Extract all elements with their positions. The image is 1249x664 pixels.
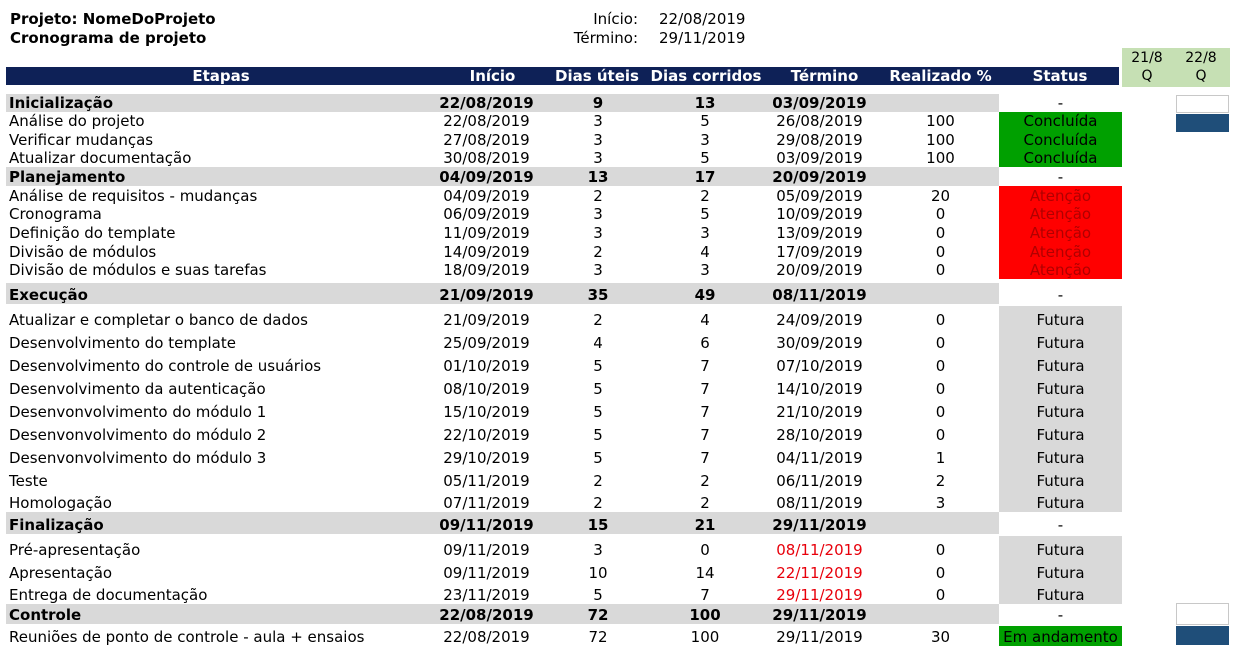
task-row[interactable] xyxy=(0,467,1249,490)
task-name-cell[interactable]: Desenvonvolvimento do módulo 1 xyxy=(9,403,267,421)
business-days-cell[interactable]: 3 xyxy=(593,131,603,149)
task-row[interactable] xyxy=(0,582,1249,604)
percent-done-cell[interactable]: 1 xyxy=(935,449,946,467)
calendar-days-cell[interactable]: 100 xyxy=(689,606,721,624)
status-badge[interactable]: Em andamento xyxy=(999,626,1122,646)
task-name-cell[interactable]: Desenvonvolvimento do módulo 2 xyxy=(9,426,267,444)
start-date-cell[interactable]: 14/09/2019 xyxy=(443,243,530,261)
calendar-days-cell[interactable]: 6 xyxy=(700,334,710,352)
business-days-cell[interactable]: 2 xyxy=(593,494,603,512)
start-date-cell[interactable]: 21/09/2019 xyxy=(443,311,530,329)
phase-row[interactable] xyxy=(0,512,1249,534)
business-days-cell[interactable]: 72 xyxy=(588,628,608,646)
business-days-cell[interactable]: 2 xyxy=(593,472,603,490)
calendar-days-cell[interactable]: 4 xyxy=(700,311,710,329)
business-days-cell[interactable]: 5 xyxy=(593,357,603,375)
percent-done-cell[interactable]: 100 xyxy=(926,131,955,149)
start-date-cell[interactable]: 30/08/2019 xyxy=(443,149,530,167)
start-date-cell[interactable]: 05/11/2019 xyxy=(443,472,530,490)
start-date-cell[interactable]: 22/08/2019 xyxy=(439,606,534,624)
end-date-cell[interactable]: 21/10/2019 xyxy=(776,403,863,421)
task-name-cell[interactable]: Inicialização xyxy=(9,94,114,112)
status-badge[interactable]: Futura xyxy=(999,352,1122,375)
status-badge[interactable]: Futura xyxy=(999,490,1122,512)
col-header-dias-uteis[interactable]: Dias úteis xyxy=(555,67,639,85)
status-badge[interactable]: Atenção xyxy=(999,261,1122,279)
end-date-cell[interactable]: 29/11/2019 xyxy=(772,516,867,534)
start-date-cell[interactable]: 09/11/2019 xyxy=(443,564,530,582)
col-header-inicio[interactable]: Início xyxy=(469,67,516,85)
status-badge[interactable]: - xyxy=(1057,606,1064,624)
calendar-days-cell[interactable]: 7 xyxy=(700,403,710,421)
task-row[interactable] xyxy=(0,261,1249,279)
percent-done-cell[interactable]: 30 xyxy=(930,628,951,646)
task-name-cell[interactable]: Controle xyxy=(9,606,82,624)
project-title: Projeto: NomeDoProjeto xyxy=(10,10,216,28)
task-row[interactable] xyxy=(0,375,1249,398)
business-days-cell[interactable]: 72 xyxy=(587,606,609,624)
task-row[interactable] xyxy=(0,536,1249,559)
status-badge[interactable]: Atenção xyxy=(999,205,1122,223)
percent-done-cell[interactable]: 0 xyxy=(935,205,946,223)
calendar-days-cell[interactable]: 21 xyxy=(694,516,716,534)
end-date-cell[interactable]: 29/11/2019 xyxy=(776,586,863,604)
calendar-days-cell[interactable]: 13 xyxy=(694,94,716,112)
percent-done-cell[interactable]: 0 xyxy=(935,311,946,329)
task-row[interactable] xyxy=(0,306,1249,329)
calendar-days-cell[interactable]: 2 xyxy=(700,494,710,512)
task-row[interactable] xyxy=(0,205,1249,223)
task-row[interactable] xyxy=(0,626,1249,646)
col-header-dias-corridos[interactable]: Dias corridos xyxy=(650,67,762,85)
end-date-cell[interactable]: 05/09/2019 xyxy=(776,187,863,205)
calendar-days-cell[interactable]: 7 xyxy=(700,426,710,444)
percent-done-cell[interactable] xyxy=(882,604,999,624)
task-name-cell[interactable]: Análise de requisitos - mudanças xyxy=(9,187,258,205)
task-name-cell[interactable]: Divisão de módulos xyxy=(9,243,157,261)
end-date-cell[interactable]: 10/09/2019 xyxy=(776,205,863,223)
calendar-days-cell[interactable]: 7 xyxy=(700,380,710,398)
gantt-bar xyxy=(1176,114,1229,132)
status-badge[interactable]: - xyxy=(1057,516,1064,534)
business-days-cell[interactable]: 35 xyxy=(587,286,609,304)
start-date-cell[interactable]: 22/08/2019 xyxy=(439,94,534,112)
end-date-cell[interactable]: 14/10/2019 xyxy=(776,380,863,398)
end-date-cell[interactable]: 08/11/2019 xyxy=(776,494,863,512)
percent-done-cell[interactable]: 0 xyxy=(935,224,946,242)
status-badge[interactable]: Futura xyxy=(999,444,1122,467)
status-badge[interactable]: Futura xyxy=(999,398,1122,421)
status-badge[interactable]: Concluída xyxy=(999,149,1122,167)
status-badge[interactable]: Futura xyxy=(999,421,1122,444)
task-name-cell[interactable]: Atualizar documentação xyxy=(9,149,192,167)
business-days-cell[interactable]: 5 xyxy=(593,380,603,398)
calendar-days-cell[interactable]: 100 xyxy=(690,628,720,646)
end-date-cell[interactable]: 07/10/2019 xyxy=(776,357,863,375)
status-badge[interactable]: Futura xyxy=(999,467,1122,490)
end-date-cell[interactable]: 08/11/2019 xyxy=(772,286,867,304)
task-name-cell[interactable]: Atualizar e completar o banco de dados xyxy=(9,311,308,329)
start-date-cell[interactable]: 04/09/2019 xyxy=(443,187,530,205)
gantt-date-period: Q xyxy=(1195,68,1207,84)
calendar-days-cell[interactable]: 2 xyxy=(700,472,710,490)
status-badge[interactable]: Atenção xyxy=(999,223,1122,242)
end-date-cell[interactable]: 06/11/2019 xyxy=(776,472,863,490)
gantt-cell[interactable] xyxy=(1176,603,1229,625)
task-name-cell[interactable]: Finalização xyxy=(9,516,104,534)
percent-done-cell[interactable]: 0 xyxy=(935,403,946,421)
calendar-days-cell[interactable]: 0 xyxy=(700,541,710,559)
end-date-cell[interactable]: 20/09/2019 xyxy=(772,168,867,186)
start-date-cell[interactable]: 08/10/2019 xyxy=(443,380,530,398)
task-row[interactable] xyxy=(0,242,1249,261)
calendar-days-cell[interactable]: 3 xyxy=(700,131,710,149)
task-row[interactable] xyxy=(0,421,1249,444)
percent-done-cell[interactable]: 0 xyxy=(935,261,946,279)
percent-done-cell[interactable]: 0 xyxy=(935,426,946,444)
gantt-date-day: 21/8 xyxy=(1131,50,1163,66)
end-date-cell[interactable]: 04/11/2019 xyxy=(776,449,863,467)
start-date-cell[interactable]: 06/09/2019 xyxy=(443,205,530,223)
percent-done-cell[interactable]: 0 xyxy=(935,586,946,604)
percent-done-cell[interactable]: 0 xyxy=(935,541,946,559)
percent-done-cell[interactable]: 20 xyxy=(930,187,951,205)
task-row[interactable] xyxy=(0,223,1249,242)
calendar-days-cell[interactable]: 7 xyxy=(700,449,710,467)
business-days-cell[interactable]: 3 xyxy=(593,112,603,130)
end-date-cell[interactable]: 08/11/2019 xyxy=(776,541,863,559)
task-name-cell[interactable]: Divisão de módulos e suas tarefas xyxy=(9,261,267,279)
table-header xyxy=(6,67,1119,85)
task-name-cell[interactable]: Cronograma xyxy=(9,205,102,223)
start-date-cell[interactable]: 15/10/2019 xyxy=(443,403,530,421)
business-days-cell[interactable]: 10 xyxy=(588,564,608,582)
business-days-cell[interactable]: 3 xyxy=(593,149,603,167)
business-days-cell[interactable]: 5 xyxy=(593,449,603,467)
task-row[interactable] xyxy=(0,559,1249,582)
col-header-termino[interactable]: Término xyxy=(790,67,859,85)
calendar-days-cell[interactable]: 7 xyxy=(700,586,710,604)
calendar-days-cell[interactable]: 3 xyxy=(700,261,710,279)
percent-done-cell[interactable] xyxy=(882,167,999,186)
task-row[interactable] xyxy=(0,329,1249,352)
task-name-cell[interactable]: Teste xyxy=(9,472,48,490)
business-days-cell[interactable]: 5 xyxy=(593,403,603,421)
task-name-cell[interactable]: Definição do template xyxy=(9,224,176,242)
task-row[interactable] xyxy=(0,149,1249,167)
project-start-value[interactable]: 22/08/2019 xyxy=(659,10,746,28)
calendar-days-cell[interactable]: 4 xyxy=(700,243,710,261)
status-badge[interactable]: Futura xyxy=(999,306,1122,329)
percent-done-cell[interactable]: 2 xyxy=(935,472,946,490)
gantt-date-header xyxy=(1172,48,1230,87)
start-date-cell[interactable]: 21/09/2019 xyxy=(439,286,534,304)
project-start-label: Início: xyxy=(593,10,638,28)
business-days-cell[interactable]: 3 xyxy=(593,541,603,559)
col-header-status[interactable]: Status xyxy=(1032,67,1088,85)
end-date-cell[interactable]: 22/11/2019 xyxy=(776,564,863,582)
calendar-days-cell[interactable]: 14 xyxy=(695,564,715,582)
status-badge[interactable]: Concluída xyxy=(999,130,1122,149)
percent-done-cell[interactable]: 0 xyxy=(935,380,946,398)
task-name-cell[interactable]: Reuniões de ponto de controle - aula + ensaios xyxy=(9,628,365,646)
business-days-cell[interactable]: 15 xyxy=(587,516,609,534)
percent-done-cell[interactable]: 0 xyxy=(935,334,946,352)
gantt-cell[interactable] xyxy=(1176,95,1229,113)
end-date-cell[interactable]: 24/09/2019 xyxy=(776,311,863,329)
business-days-cell[interactable]: 3 xyxy=(593,205,603,223)
gantt-date-header xyxy=(1122,48,1172,87)
gantt-bar xyxy=(1176,626,1229,645)
task-row[interactable] xyxy=(0,112,1249,130)
calendar-days-cell[interactable]: 5 xyxy=(700,112,710,130)
business-days-cell[interactable]: 3 xyxy=(593,261,603,279)
task-name-cell[interactable]: Desenvonvolvimento do módulo 3 xyxy=(9,449,267,467)
start-date-cell[interactable]: 22/08/2019 xyxy=(443,628,530,646)
start-date-cell[interactable]: 07/11/2019 xyxy=(443,494,530,512)
task-name-cell[interactable]: Pré-apresentação xyxy=(9,541,141,559)
calendar-days-cell[interactable]: 3 xyxy=(700,224,710,242)
project-end-label: Término: xyxy=(573,29,638,47)
percent-done-cell[interactable]: 0 xyxy=(935,564,946,582)
task-name-cell[interactable]: Execução xyxy=(9,286,88,304)
end-date-cell[interactable]: 30/09/2019 xyxy=(776,334,863,352)
end-date-cell[interactable]: 29/11/2019 xyxy=(776,628,863,646)
business-days-cell[interactable]: 5 xyxy=(593,586,603,604)
business-days-cell[interactable]: 3 xyxy=(593,224,603,242)
gantt-date-period: Q xyxy=(1141,68,1153,84)
percent-done-cell[interactable] xyxy=(882,512,999,534)
start-date-cell[interactable]: 18/09/2019 xyxy=(443,261,530,279)
end-date-cell[interactable]: 17/09/2019 xyxy=(776,243,863,261)
percent-done-cell[interactable]: 100 xyxy=(926,112,955,130)
calendar-days-cell[interactable]: 5 xyxy=(700,205,710,223)
status-badge[interactable]: - xyxy=(1057,94,1064,112)
start-date-cell[interactable]: 22/08/2019 xyxy=(443,112,530,130)
task-row[interactable] xyxy=(0,398,1249,421)
col-header-realizado[interactable]: Realizado % xyxy=(889,67,992,85)
project-end-value[interactable]: 29/11/2019 xyxy=(659,29,746,47)
start-date-cell[interactable]: 01/10/2019 xyxy=(443,357,530,375)
percent-done-cell[interactable]: 0 xyxy=(935,357,946,375)
calendar-days-cell[interactable]: 5 xyxy=(700,149,710,167)
business-days-cell[interactable]: 2 xyxy=(593,243,603,261)
start-date-cell[interactable]: 22/10/2019 xyxy=(443,426,530,444)
start-date-cell[interactable]: 29/10/2019 xyxy=(443,449,530,467)
status-badge[interactable]: Atenção xyxy=(999,186,1122,205)
status-badge[interactable]: Concluída xyxy=(999,112,1122,130)
phase-row[interactable] xyxy=(0,283,1249,304)
task-row[interactable] xyxy=(0,352,1249,375)
status-badge[interactable]: Futura xyxy=(999,582,1122,604)
task-row[interactable] xyxy=(0,186,1249,205)
end-date-cell[interactable]: 28/10/2019 xyxy=(776,426,863,444)
task-name-cell[interactable]: Desenvolvimento da autenticação xyxy=(9,380,266,398)
start-date-cell[interactable]: 23/11/2019 xyxy=(443,586,530,604)
business-days-cell[interactable]: 5 xyxy=(593,426,603,444)
task-name-cell[interactable]: Desenvolvimento do template xyxy=(9,334,236,352)
start-date-cell[interactable]: 09/11/2019 xyxy=(439,516,534,534)
percent-done-cell[interactable] xyxy=(882,94,999,112)
business-days-cell[interactable]: 2 xyxy=(593,187,603,205)
end-date-cell[interactable]: 03/09/2019 xyxy=(772,94,867,112)
status-badge[interactable]: Futura xyxy=(999,375,1122,398)
task-name-cell[interactable]: Análise do projeto xyxy=(9,112,145,130)
task-name-cell[interactable]: Entrega de documentação xyxy=(9,586,208,604)
status-badge[interactable]: - xyxy=(1057,168,1064,186)
schedule-title: Cronograma de projeto xyxy=(10,29,207,47)
percent-done-cell[interactable]: 3 xyxy=(935,494,946,512)
business-days-cell[interactable]: 4 xyxy=(593,334,603,352)
task-row[interactable] xyxy=(0,444,1249,467)
status-badge[interactable]: Futura xyxy=(999,559,1122,582)
task-name-cell[interactable]: Desenvolvimento do controle de usuários xyxy=(9,357,322,375)
end-date-cell[interactable]: 29/08/2019 xyxy=(776,131,863,149)
end-date-cell[interactable]: 03/09/2019 xyxy=(776,149,863,167)
business-days-cell[interactable]: 2 xyxy=(593,311,603,329)
task-name-cell[interactable]: Verificar mudanças xyxy=(9,131,154,149)
status-badge[interactable]: Futura xyxy=(999,329,1122,352)
calendar-days-cell[interactable]: 7 xyxy=(700,357,710,375)
start-date-cell[interactable]: 25/09/2019 xyxy=(443,334,530,352)
status-badge[interactable]: Futura xyxy=(999,536,1122,559)
end-date-cell[interactable]: 26/08/2019 xyxy=(776,112,863,130)
start-date-cell[interactable]: 11/09/2019 xyxy=(443,224,530,242)
task-name-cell[interactable]: Planejamento xyxy=(9,168,126,186)
percent-done-cell[interactable] xyxy=(882,283,999,304)
percent-done-cell[interactable]: 0 xyxy=(935,243,946,261)
percent-done-cell[interactable]: 100 xyxy=(926,149,955,167)
end-date-cell[interactable]: 29/11/2019 xyxy=(772,606,867,624)
phase-row[interactable] xyxy=(0,167,1249,186)
status-badge[interactable]: - xyxy=(1057,286,1064,304)
phase-row[interactable] xyxy=(0,604,1249,624)
calendar-days-cell[interactable]: 17 xyxy=(694,168,716,186)
end-date-cell[interactable]: 20/09/2019 xyxy=(776,261,863,279)
start-date-cell[interactable]: 27/08/2019 xyxy=(443,131,530,149)
status-badge[interactable]: Atenção xyxy=(999,242,1122,261)
start-date-cell[interactable]: 09/11/2019 xyxy=(443,541,530,559)
task-row[interactable] xyxy=(0,490,1249,512)
business-days-cell[interactable]: 13 xyxy=(587,168,609,186)
col-header-etapas[interactable]: Etapas xyxy=(192,67,250,85)
start-date-cell[interactable]: 04/09/2019 xyxy=(439,168,534,186)
task-name-cell[interactable]: Homologação xyxy=(9,494,112,512)
task-name-cell[interactable]: Apresentação xyxy=(9,564,113,582)
task-row[interactable] xyxy=(0,130,1249,149)
calendar-days-cell[interactable]: 2 xyxy=(700,187,710,205)
calendar-days-cell[interactable]: 49 xyxy=(694,286,716,304)
end-date-cell[interactable]: 13/09/2019 xyxy=(776,224,863,242)
business-days-cell[interactable]: 9 xyxy=(592,94,604,112)
phase-row[interactable] xyxy=(0,94,1249,112)
gantt-date-day: 22/8 xyxy=(1185,50,1217,66)
